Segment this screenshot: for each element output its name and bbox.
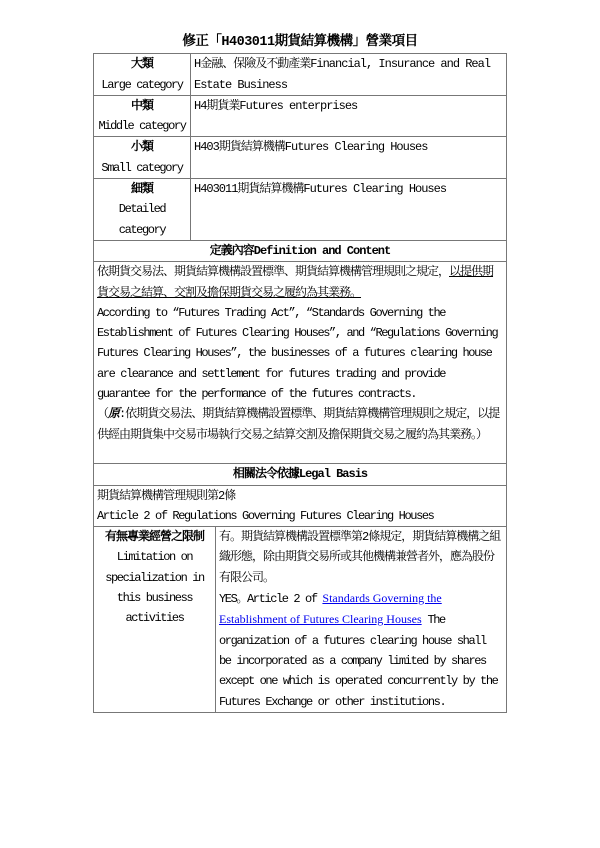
- table-row-detailed-category: [94, 178, 506, 240]
- limitation-en-after-link: The organization of a futures clearing house shall be incorporated as a company limited by shares except one which is operated concurrently by the Futures Exchange or other institutions.: [219, 613, 498, 709]
- limitation-label-cell: [94, 527, 216, 712]
- small-category-label-en: Small category: [101, 160, 183, 175]
- large-category-label-zh: 大類: [130, 57, 153, 72]
- standards-governing-link[interactable]: Standards Governing the Establishment of Futures Clearing Houses: [219, 591, 442, 627]
- small-category-value: H403期貨結算機構Futures Clearing Houses: [194, 140, 428, 155]
- definition-zh-lead: 依期貨交易法、期貨結算機構設置標準、期貨結算機構管理規則之規定，: [97, 265, 450, 280]
- table-row-limitation: [94, 526, 506, 712]
- limitation-en-paragraph: [219, 588, 503, 712]
- row-label-small-category: [94, 137, 191, 178]
- limitation-en-before-link: YES。Article 2 of: [219, 592, 323, 607]
- middle-category-label-zh: 中類: [130, 98, 153, 113]
- table-row-middle-category: [94, 95, 506, 137]
- original-body: :依期貨交易法、期貨結算機構設置標準、期貨結算機構管理規則之規定，以提供經由期貨集中交易市場執行交易之結算交割及擔保期貨交易之履約為其業務。）: [97, 407, 500, 442]
- legal-basis-header: 相關法令依據Legal Basis: [94, 463, 506, 484]
- row-label-large-category: [94, 54, 191, 95]
- business-item-table: [93, 53, 507, 713]
- detailed-category-label-zh: 細類: [130, 182, 153, 197]
- limitation-label-en: Limitation on specialization in this business activities: [105, 550, 204, 626]
- legal-basis-content: [94, 485, 506, 527]
- original-open-paren: （: [97, 407, 109, 422]
- limitation-value-cell: [216, 527, 506, 712]
- middle-category-value: H4期貨業Futures enterprises: [194, 98, 358, 113]
- definition-zh-underlined: 以提供期貨交易之結算、交割及擔保期貨交易之履約為其業務。: [97, 265, 494, 300]
- table-row-large-category: [94, 54, 506, 95]
- detailed-category-value: H403011期貨結算機構Futures Clearing Houses: [194, 182, 447, 197]
- limitation-zh-paragraph: 有。期貨結算機構設置標準第2條規定，期貨結算機構之組織形態，除由期貨交易所或其他機構兼營者外，應為股份有限公司。: [219, 530, 501, 585]
- page-title: 修正「H403011期貨結算機構」營業項目: [182, 35, 418, 50]
- legal-basis-en: Article 2 of Regulations Governing Futures Clearing Houses: [97, 508, 434, 523]
- legal-basis-zh: 期貨結算機構管理規則第2條: [97, 488, 236, 503]
- definition-original-paragraph: [97, 404, 503, 445]
- row-label-detailed-category: [94, 179, 191, 240]
- limitation-label-zh: 有無專業經營之限制: [104, 530, 204, 545]
- middle-category-label-en: Middle category: [98, 119, 186, 134]
- table-row-small-category: [94, 136, 506, 178]
- definition-zh-paragraph: [97, 262, 503, 303]
- original-emphasis: 原: [108, 407, 120, 422]
- row-label-middle-category: [94, 96, 191, 137]
- definition-en-paragraph: According to “Futures Trading Act”, “Standards Governing the Establishment of Futures Clearing Houses”, and “Regulations Governing Futures Clearing Houses”, the businesses of a futures clearing house are clearance and settlement for futures trading and provide guarantee for the performance of the futures contracts.: [97, 305, 498, 402]
- small-category-label-zh: 小類: [130, 140, 153, 155]
- large-category-label-en: Large category: [101, 77, 183, 92]
- definition-header: 定義內容Definition and Content: [94, 240, 506, 261]
- definition-content: [94, 261, 506, 463]
- detailed-category-label-en: Detailed category: [118, 202, 166, 237]
- large-category-value: H金融、保險及不動產業Financial, Insurance and Real Estate Business: [194, 57, 491, 92]
